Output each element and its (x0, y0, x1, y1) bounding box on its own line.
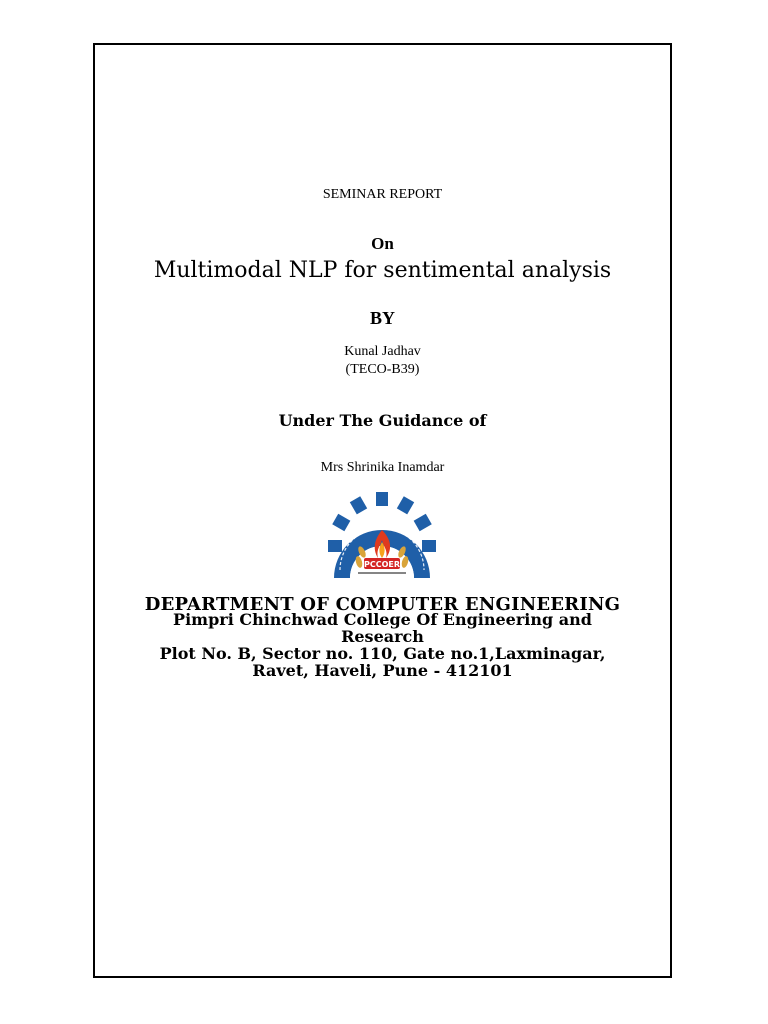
college-logo (318, 490, 446, 590)
author-name: Kunal Jadhav (344, 344, 421, 359)
address-line-1: Plot No. B, Sector no. 110, Gate no.1,Laxminagar, (159, 644, 606, 663)
address-line-2: Ravet, Haveli, Pune - 412101 (252, 661, 513, 680)
on-label: On (371, 234, 394, 253)
college-line-1: Pimpri Chinchwad College Of Engineering and (173, 610, 592, 629)
author-id: (TECO-B39) (345, 362, 420, 377)
logo-badge-text: PCCOER (363, 560, 401, 569)
college-line-2: Research (341, 627, 424, 646)
department-name: DEPARTMENT OF COMPUTER ENGINEERING (144, 594, 621, 615)
author-block (93, 343, 672, 379)
report-label: SEMINAR REPORT (322, 187, 443, 202)
guidance-heading: Under The Guidance of (278, 411, 487, 430)
address-block (93, 611, 672, 679)
by-label: BY (369, 308, 395, 328)
report-title: Multimodal NLP for sentimental analysis (153, 258, 612, 283)
guide-name: Mrs Shrinika Inamdar (320, 460, 445, 475)
